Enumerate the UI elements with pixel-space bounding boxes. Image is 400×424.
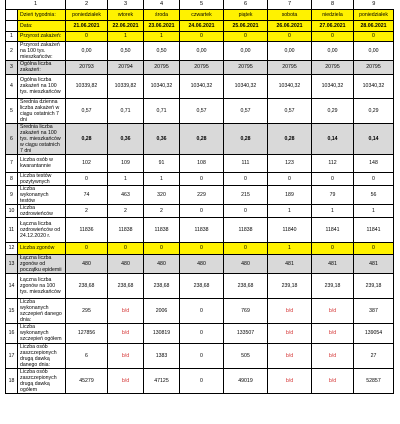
table-row: [6, 204, 394, 217]
value-cell: 0: [180, 323, 224, 343]
date-cell: 25.06.2021: [224, 20, 268, 31]
column-number: 8: [312, 0, 354, 9]
value-cell: 1: [268, 242, 312, 254]
value-cell: 0: [180, 242, 224, 254]
value-cell: 0,71: [108, 98, 144, 123]
row-number: [6, 9, 18, 20]
value-cell: 0: [354, 242, 394, 254]
value-cell: 0: [224, 172, 268, 185]
value-cell: 11838: [180, 217, 224, 242]
value-cell: 79: [312, 185, 354, 204]
value-cell: 239,18: [268, 273, 312, 298]
row-label: Średnia dzienna liczba zakażeń w ciągu ostatnich 7 dni: [18, 98, 66, 123]
no-data-cell: b/d: [268, 343, 312, 368]
weekday-header-row: [6, 9, 394, 20]
value-cell: 1: [144, 172, 180, 185]
value-cell: 0,29: [354, 98, 394, 123]
no-data-cell: b/d: [108, 298, 144, 323]
row-label: Liczba testów pozytywnych: [18, 172, 66, 185]
date-cell: 27.06.2021: [312, 20, 354, 31]
value-cell: 74: [66, 185, 108, 204]
table-row: [6, 41, 394, 60]
date-cell: 23.06.2021: [144, 20, 180, 31]
value-cell: 2006: [144, 298, 180, 323]
value-cell: 102: [66, 154, 108, 172]
value-cell: 20795: [354, 60, 394, 74]
value-cell: 0: [66, 172, 108, 185]
value-cell: 0,00: [268, 41, 312, 60]
row-number: 15: [6, 298, 18, 323]
column-number: 1: [6, 0, 66, 9]
row-number: 8: [6, 172, 18, 185]
no-data-cell: b/d: [108, 323, 144, 343]
value-cell: 127856: [66, 323, 108, 343]
value-cell: 11836: [66, 217, 108, 242]
table-row: [6, 172, 394, 185]
value-cell: 20795: [224, 60, 268, 74]
value-cell: 480: [108, 254, 144, 273]
row-number: 5: [6, 98, 18, 123]
value-cell: 1: [268, 204, 312, 217]
value-cell: 0: [268, 172, 312, 185]
value-cell: 0,00: [66, 41, 108, 60]
date-header-row: [6, 20, 394, 31]
header-label: Data:: [18, 20, 66, 31]
row-label: Liczba osób zaszczepionych drugą dawką danego dnia:: [18, 343, 66, 368]
row-number: 1: [6, 31, 18, 41]
row-label: Liczba wykonanych testów: [18, 185, 66, 204]
value-cell: 10340,32: [144, 74, 180, 98]
value-cell: 2: [108, 204, 144, 217]
value-cell: 0: [354, 172, 394, 185]
date-cell: 22.06.2021: [108, 20, 144, 31]
value-cell: 239,18: [354, 273, 394, 298]
column-number: 3: [108, 0, 144, 9]
no-data-cell: b/d: [268, 323, 312, 343]
value-cell: 10340,32: [312, 74, 354, 98]
row-label: Przyrost zakażeń na 100 tys. mieszkańców:: [18, 41, 66, 60]
value-cell: 109: [108, 154, 144, 172]
value-cell: 0,57: [224, 98, 268, 123]
value-cell: 0: [180, 31, 224, 41]
value-cell: 769: [224, 298, 268, 323]
value-cell: 480: [224, 254, 268, 273]
value-cell: 111: [224, 154, 268, 172]
value-cell: 0,00: [180, 41, 224, 60]
value-cell: 0: [180, 172, 224, 185]
row-label: Liczba wykonanych szczepień danego dnia:: [18, 298, 66, 323]
no-data-cell: b/d: [268, 368, 312, 393]
value-cell: 295: [66, 298, 108, 323]
value-cell: 0: [144, 242, 180, 254]
value-cell: 2: [144, 204, 180, 217]
row-label: Łączna liczba zgonów na 100 tys. mieszkańców: [18, 273, 66, 298]
value-cell: 108: [180, 154, 224, 172]
value-cell: 1: [312, 204, 354, 217]
value-cell: 0: [180, 298, 224, 323]
value-cell: 0: [180, 368, 224, 393]
value-cell: 0: [224, 242, 268, 254]
value-cell: 0,28: [224, 123, 268, 154]
value-cell: 463: [108, 185, 144, 204]
row-number: 2: [6, 41, 18, 60]
value-cell: 52857: [354, 368, 394, 393]
no-data-cell: b/d: [312, 323, 354, 343]
value-cell: 0: [66, 242, 108, 254]
weekday-cell: poniedziałek: [66, 9, 108, 20]
row-number: 9: [6, 185, 18, 204]
value-cell: 11840: [268, 217, 312, 242]
value-cell: 505: [224, 343, 268, 368]
value-cell: 20795: [144, 60, 180, 74]
value-cell: 0,36: [144, 123, 180, 154]
row-label: Ogólna liczba zakażeń:: [18, 60, 66, 74]
row-number: 7: [6, 154, 18, 172]
row-number: 18: [6, 368, 18, 393]
value-cell: 0,57: [66, 98, 108, 123]
value-cell: 56: [354, 185, 394, 204]
column-number: 9: [354, 0, 394, 9]
value-cell: 0: [180, 204, 224, 217]
value-cell: 0: [312, 242, 354, 254]
value-cell: 0: [312, 172, 354, 185]
value-cell: 481: [312, 254, 354, 273]
table-row: [6, 60, 394, 74]
value-cell: 10340,32: [180, 74, 224, 98]
row-number: 13: [6, 254, 18, 273]
column-number-row: [6, 0, 394, 9]
table-row: [6, 98, 394, 123]
value-cell: 0,28: [66, 123, 108, 154]
value-cell: 10339,82: [66, 74, 108, 98]
row-number: 10: [6, 204, 18, 217]
value-cell: 189: [268, 185, 312, 204]
value-cell: 123: [268, 154, 312, 172]
column-number: 7: [268, 0, 312, 9]
row-number: 11: [6, 217, 18, 242]
value-cell: 11841: [312, 217, 354, 242]
value-cell: 20795: [312, 60, 354, 74]
value-cell: 0,14: [312, 123, 354, 154]
table-row: [6, 185, 394, 204]
row-label: Liczba osób w kwarantannie: [18, 154, 66, 172]
no-data-cell: b/d: [108, 343, 144, 368]
value-cell: 20795: [180, 60, 224, 74]
value-cell: 481: [268, 254, 312, 273]
weekday-cell: niedziela: [312, 9, 354, 20]
value-cell: 238,68: [224, 273, 268, 298]
header-label: Dzień tygodnia:: [18, 9, 66, 20]
value-cell: 20794: [108, 60, 144, 74]
row-label: Przyrost zakażeń:: [18, 31, 66, 41]
value-cell: 10340,32: [224, 74, 268, 98]
row-number: [6, 20, 18, 31]
value-cell: 0,50: [108, 41, 144, 60]
value-cell: 0,28: [180, 123, 224, 154]
value-cell: 238,68: [66, 273, 108, 298]
date-cell: 21.06.2021: [66, 20, 108, 31]
value-cell: 0,14: [354, 123, 394, 154]
no-data-cell: b/d: [268, 298, 312, 323]
value-cell: 0,57: [268, 98, 312, 123]
value-cell: 481: [354, 254, 394, 273]
row-number: 12: [6, 242, 18, 254]
row-number: 17: [6, 343, 18, 368]
value-cell: 1: [354, 204, 394, 217]
row-number: 3: [6, 60, 18, 74]
row-number: 4: [6, 74, 18, 98]
value-cell: 238,68: [108, 273, 144, 298]
value-cell: 20795: [268, 60, 312, 74]
value-cell: 11838: [108, 217, 144, 242]
row-number: 14: [6, 273, 18, 298]
value-cell: 27: [354, 343, 394, 368]
value-cell: 480: [144, 254, 180, 273]
value-cell: 1383: [144, 343, 180, 368]
value-cell: 480: [180, 254, 224, 273]
row-number: 6: [6, 123, 18, 154]
row-number: 16: [6, 323, 18, 343]
value-cell: 0: [224, 31, 268, 41]
row-label: Łączna liczba zgonów od początku epidemii: [18, 254, 66, 273]
value-cell: 10340,32: [354, 74, 394, 98]
value-cell: 11838: [224, 217, 268, 242]
value-cell: 47125: [144, 368, 180, 393]
column-number: 5: [180, 0, 224, 9]
row-label: Liczba zgonów: [18, 242, 66, 254]
value-cell: 148: [354, 154, 394, 172]
value-cell: 11841: [354, 217, 394, 242]
value-cell: 238,68: [180, 273, 224, 298]
row-label: Ogólna liczba zakażeń na 100 tys. mieszkańców: [18, 74, 66, 98]
value-cell: 0: [108, 242, 144, 254]
date-cell: 28.06.2021: [354, 20, 394, 31]
value-cell: 11838: [144, 217, 180, 242]
value-cell: 229: [180, 185, 224, 204]
value-cell: 133507: [224, 323, 268, 343]
value-cell: 112: [312, 154, 354, 172]
table-row: [6, 368, 394, 393]
value-cell: 1: [108, 172, 144, 185]
table-row: [6, 154, 394, 172]
value-cell: 387: [354, 298, 394, 323]
table-row: [6, 217, 394, 242]
value-cell: 130819: [144, 323, 180, 343]
value-cell: 0: [268, 31, 312, 41]
weekday-cell: czwartek: [180, 9, 224, 20]
value-cell: 239,18: [312, 273, 354, 298]
value-cell: 49019: [224, 368, 268, 393]
value-cell: 0,71: [144, 98, 180, 123]
column-number: 2: [66, 0, 108, 9]
no-data-cell: b/d: [312, 368, 354, 393]
value-cell: 6: [66, 343, 108, 368]
value-cell: 2: [66, 204, 108, 217]
value-cell: 10339,82: [108, 74, 144, 98]
value-cell: 0: [224, 204, 268, 217]
value-cell: 0: [180, 343, 224, 368]
no-data-cell: b/d: [108, 368, 144, 393]
value-cell: 0,29: [312, 98, 354, 123]
value-cell: 320: [144, 185, 180, 204]
value-cell: 91: [144, 154, 180, 172]
table-row: [6, 298, 394, 323]
value-cell: 0: [312, 31, 354, 41]
row-label: Łączna liczba ozdrowieńców od 24.12.2020 r.: [18, 217, 66, 242]
weekday-cell: sobota: [268, 9, 312, 20]
table-row: [6, 242, 394, 254]
value-cell: 45279: [66, 368, 108, 393]
covid-stats-table: [5, 0, 394, 394]
table-row: [6, 123, 394, 154]
value-cell: 0,50: [144, 41, 180, 60]
value-cell: 10340,32: [268, 74, 312, 98]
value-cell: 0: [66, 31, 108, 41]
column-number: 6: [224, 0, 268, 9]
row-label: Średnia liczba zakażeń na 100 tys. mieszkańców w ciągu ostatnich 7 dni: [18, 123, 66, 154]
table-row: [6, 254, 394, 273]
value-cell: 215: [224, 185, 268, 204]
no-data-cell: b/d: [312, 298, 354, 323]
table-row: [6, 323, 394, 343]
weekday-cell: piątek: [224, 9, 268, 20]
row-label: Liczba osób zaszczepionych drugą dawką ogółem: [18, 368, 66, 393]
value-cell: 0: [354, 31, 394, 41]
weekday-cell: wtorek: [108, 9, 144, 20]
value-cell: 0,28: [268, 123, 312, 154]
value-cell: 480: [66, 254, 108, 273]
value-cell: 0,00: [354, 41, 394, 60]
table-row: [6, 74, 394, 98]
value-cell: 0,00: [224, 41, 268, 60]
value-cell: 139054: [354, 323, 394, 343]
row-label: Liczba wykonanych szczepień ogółem: [18, 323, 66, 343]
column-number: 4: [144, 0, 180, 9]
value-cell: 0,57: [180, 98, 224, 123]
value-cell: 20793: [66, 60, 108, 74]
date-cell: 24.06.2021: [180, 20, 224, 31]
table-row: [6, 343, 394, 368]
value-cell: 1: [144, 31, 180, 41]
weekday-cell: poniedziałek: [354, 9, 394, 20]
value-cell: 238,68: [144, 273, 180, 298]
no-data-cell: b/d: [312, 343, 354, 368]
table-row: [6, 273, 394, 298]
date-cell: 26.06.2021: [268, 20, 312, 31]
table-row: [6, 31, 394, 41]
value-cell: 1: [108, 31, 144, 41]
weekday-cell: środa: [144, 9, 180, 20]
value-cell: 0,36: [108, 123, 144, 154]
value-cell: 0,00: [312, 41, 354, 60]
row-label: Liczba ozdrowieńców: [18, 204, 66, 217]
